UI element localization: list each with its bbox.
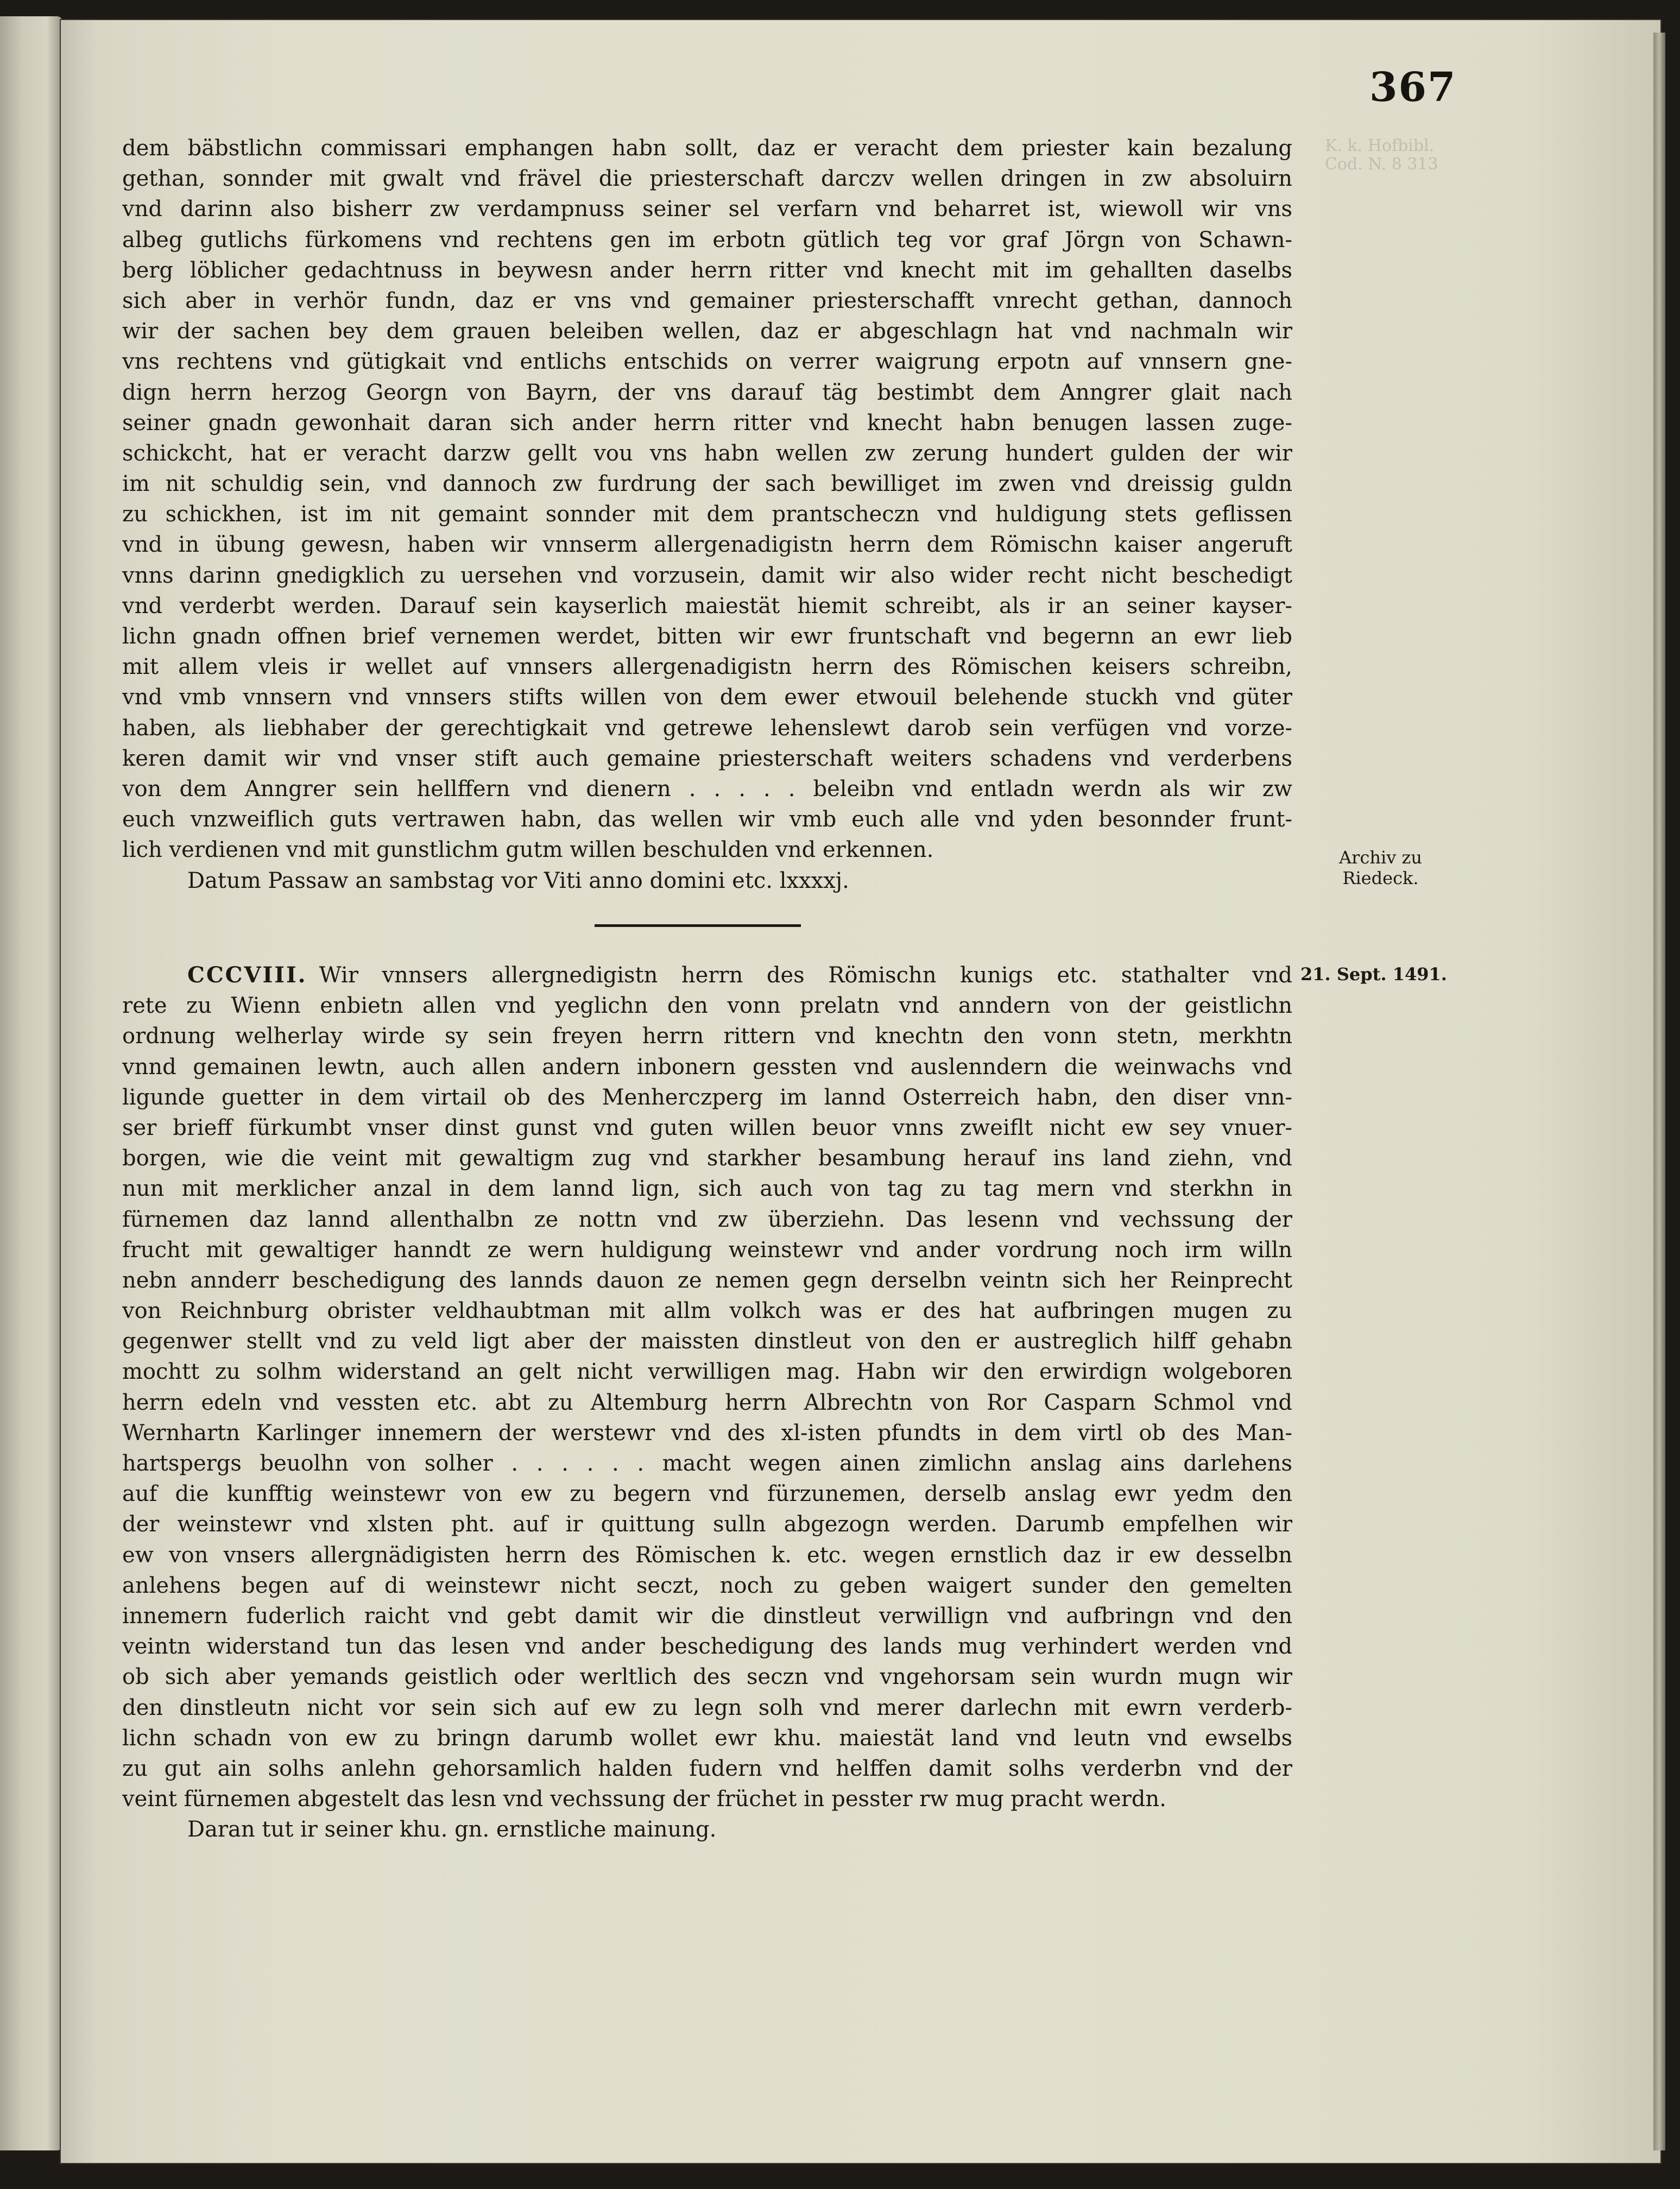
text-line: wir der sachen bey dem grauen beleiben wellen, daz er abgeschlagn hat vnd nachmaln wir <box>122 319 1292 344</box>
text-line: dign herrn herzog Georgn von Bayrn, der vns darauf täg bestimbt dem Anngrer glait nach <box>122 380 1292 405</box>
text-line: von Reichnburg obrister veldhaubtman mit allm volkch was er des hat aufbringen mugen zu <box>122 1298 1292 1324</box>
text-line: sich aber in verhör fundn, daz er vns vnd gemainer priesterschafft vnrecht gethan, dannoch <box>122 288 1292 313</box>
text-line: lich verdienen vnd mit gunstlichm gutm willen beschulden vnd erkennen. <box>122 837 934 863</box>
text-line: vnnd gemainen lewtn, auch allen andern inbonern gessten vnd auslenndern die weinwachs vnd <box>122 1054 1292 1080</box>
text-line: auf die kunfftig weinstewr von ew zu begern vnd fürzunemen, derselb anslag ewr yedm den <box>122 1481 1292 1507</box>
text-line: hartspergs beuolhn von solher . . . . . . macht wegen ainen zimlichn anslag ains darlehens <box>122 1451 1292 1476</box>
text-line: schickcht, hat er veracht darzw gellt vou vns habn wellen zw zerung hundert gulden der wir <box>122 440 1292 466</box>
text-line: vnd in übung gewesn, haben wir vnnserm allergenadigistn herrn dem Römischn kaiser angeruft <box>122 532 1292 558</box>
document-body-2 <box>122 960 1292 1845</box>
text-line: keren damit wir vnd vnser stift auch gemaine priesterschaft weiters schadens vnd verderbens <box>122 746 1292 771</box>
text-line: lichn schadn von ew zu bringn darumb wollet ewr khu. maiestät land vnd leutn vnd ewselbs <box>122 1725 1292 1751</box>
text-line: der weinstewr vnd xlsten pht. auf ir quittung sulln abgezogn werden. Darumb empfelhen wir <box>122 1512 1292 1537</box>
bleed-through-note: K. k. Hofbibl. Cod. N. 8 313 <box>1325 136 1438 174</box>
text-line: vnd vmb vnnsern vnd vnnsers stifts willen von dem ewer etwouil belehende stuckh vnd güter <box>122 685 1292 710</box>
text-line: ser brieff fürkumbt vnser dinst gunst vnd guten willen beuor vnns zweiflt nicht ew sey vnuer- <box>122 1115 1292 1140</box>
archive-note: Archiv zu Riedeck. <box>1339 847 1422 888</box>
text-line: nun mit merklicher anzal in dem lannd lign, sich auch von tag zu tag mern vnd sterkhn in <box>122 1176 1292 1202</box>
text-line: mit allem vleis ir wellet auf vnnsers allergenadigistn herrn des Römischen keisers schreibn, <box>122 654 1292 680</box>
text-line: vnd verderbt werden. Darauf sein kayserlich maiestät hiemit schreibt, als ir an seiner kayser- <box>122 593 1292 619</box>
text-line: veint fürnemen abgestelt das lesn vnd vechssung der früchet in pesster rw mug pracht werdn. <box>122 1787 1166 1812</box>
text-line: haben, als liebhaber der gerechtigkait vnd getrewe lehenslewt darob sein verfügen vnd vorze- <box>122 715 1292 741</box>
text-line: frucht mit gewaltiger hanndt ze wern huldigung weinstewr vnd ander vordrung noch irm willn <box>122 1237 1292 1263</box>
text-line: zu schickhen, ist im nit gemaint sonnder mit dem prantscheczn vnd huldigung stets geflissen <box>122 502 1292 527</box>
text-line: ob sich aber yemands geistlich oder werltlich des seczn vnd vngehorsam sein wurdn mugn wir <box>122 1664 1292 1690</box>
text-line: ew von vnsers allergnädigisten herrn des Römischen k. etc. wegen ernstlich daz ir ew desselbn <box>122 1542 1292 1568</box>
first-line-text: Wir vnnsers allergnedigistn herrn des Römischn kunigs etc. stathalter vnd <box>319 963 1292 988</box>
text-line: rete zu Wienn enbietn allen vnd yeglichn den vonn prelatn vnd anndern von der geistlichn <box>122 993 1292 1019</box>
text-line: borgen, wie die veint mit gewaltigm zug vnd starkher besambung herauf ins land ziehn, vnd <box>122 1146 1292 1171</box>
text-line: anlehens begen auf di weinstewr nicht seczt, noch zu geben waigert sunder den gemelten <box>122 1573 1292 1598</box>
document-date: 21. Sept. 1491. <box>1300 964 1447 985</box>
text-line: seiner gnadn gewonhait daran sich ander herrn ritter vnd knecht habn benugen lassen zuge- <box>122 410 1292 436</box>
left-page-edge <box>0 16 62 2150</box>
text-line: gethan, sonnder mit gwalt vnd frävel die priesterschaft darczv wellen dringen in zw absoluirn <box>122 166 1292 192</box>
closing-line: Daran tut ir seiner khu. gn. ernstliche mainung. <box>187 1817 717 1843</box>
text-line: vnd darinn also bisherr zw verdampnuss seiner sel verfarn vnd beharret ist, wiewoll wir vns <box>122 197 1292 222</box>
document-number: CCCVIII. <box>187 962 307 988</box>
text-line: herrn edeln vnd vessten etc. abt zu Altemburg herrn Albrechtn von Ror Casparn Schmol vnd <box>122 1390 1292 1415</box>
section-divider <box>595 924 801 927</box>
dating-line: Datum Passaw an sambstag vor Viti anno domini etc. lxxxxj. <box>187 868 849 893</box>
text-line: von dem Anngrer sein hellffern vnd dienern . . . . . beleibn vnd entladn werdn als wir zw <box>122 776 1292 802</box>
text-line: ordnung welherlay wirde sy sein freyen herrn rittern vnd knechtn den vonn stetn, merkhtn <box>122 1024 1292 1049</box>
text-line: im nit schuldig sein, vnd dannoch zw furdrung der sach bewilliget im zwen vnd dreissig guldn <box>122 471 1292 497</box>
text-line: gegenwer stellt vnd zu veld ligt aber der maissten dinstleut von den er austreglich hilff gehabn <box>122 1329 1292 1354</box>
text-line: zu gut ain solhs anlehn gehorsamlich halden fudern vnd helffen damit solhs verderbn vnd der <box>122 1756 1292 1781</box>
first-line <box>122 960 1292 991</box>
text-line: innemern fuderlich raicht vnd gebt damit wir die dinstleut verwillign vnd aufbringn vnd den <box>122 1603 1292 1629</box>
text-line: lichn gnadn offnen brief vernemen werdet, bitten wir ewr fruntschaft vnd begernn an ewr lieb <box>122 624 1292 649</box>
text-line: fürnemen daz lannd allenthalbn ze nottn vnd zw überziehn. Das lesenn vnd vechssung der <box>122 1207 1292 1232</box>
text-line: vns rechtens vnd gütigkait vnd entlichs entschids on verrer waigrung erpotn auf vnnsern gne- <box>122 349 1292 375</box>
text-line: euch vnzweiflich guts vertrawen habn, das wellen wir vmb euch alle vnd yden besonnder frunt- <box>122 807 1292 832</box>
text-line: berg löblicher gedachtnuss in beywesn ander herrn ritter vnd knecht mit im gehallten daselbs <box>122 257 1292 283</box>
right-page-edge <box>1653 33 1665 2150</box>
text-line: vnns darinn gnedigklich zu uersehen vnd vorzusein, damit wir also wider recht nicht beschedigt <box>122 563 1292 588</box>
text-line: veintn widerstand tun das lesen vnd ander beschedigung des lands mug verhindert werden vnd <box>122 1634 1292 1660</box>
text-line: albeg gutlichs fürkomens vnd rechtens gen im erbotn gütlich teg vor graf Jörgn von Schawn- <box>122 227 1292 253</box>
document-body-1 <box>122 133 1292 896</box>
page-number: 367 <box>1369 64 1457 111</box>
text-line: ligunde guetter in dem virtail ob des Menherczperg im lannd Osterreich habn, den diser vnn- <box>122 1084 1292 1110</box>
text-line: den dinstleutn nicht vor sein sich auf ew zu legn solh vnd merer darlechn mit ewrn verderb- <box>122 1695 1292 1720</box>
text-line: dem bäbstlichn commissari emphangen habn sollt, daz er veracht dem priester kain bezalung <box>122 136 1292 161</box>
text-line: Wernhartn Karlinger innemern der werstewr vnd des xl-isten pfundts in dem virtl ob des Man- <box>122 1420 1292 1446</box>
text-line: mochtt zu solhm widerstand an gelt nicht verwilligen mag. Habn wir den erwirdign wolgeboren <box>122 1359 1292 1385</box>
text-line: nebn annderr beschedigung des lannds dauon ze nemen gegn derselbn veintn sich her Reinprecht <box>122 1267 1292 1293</box>
